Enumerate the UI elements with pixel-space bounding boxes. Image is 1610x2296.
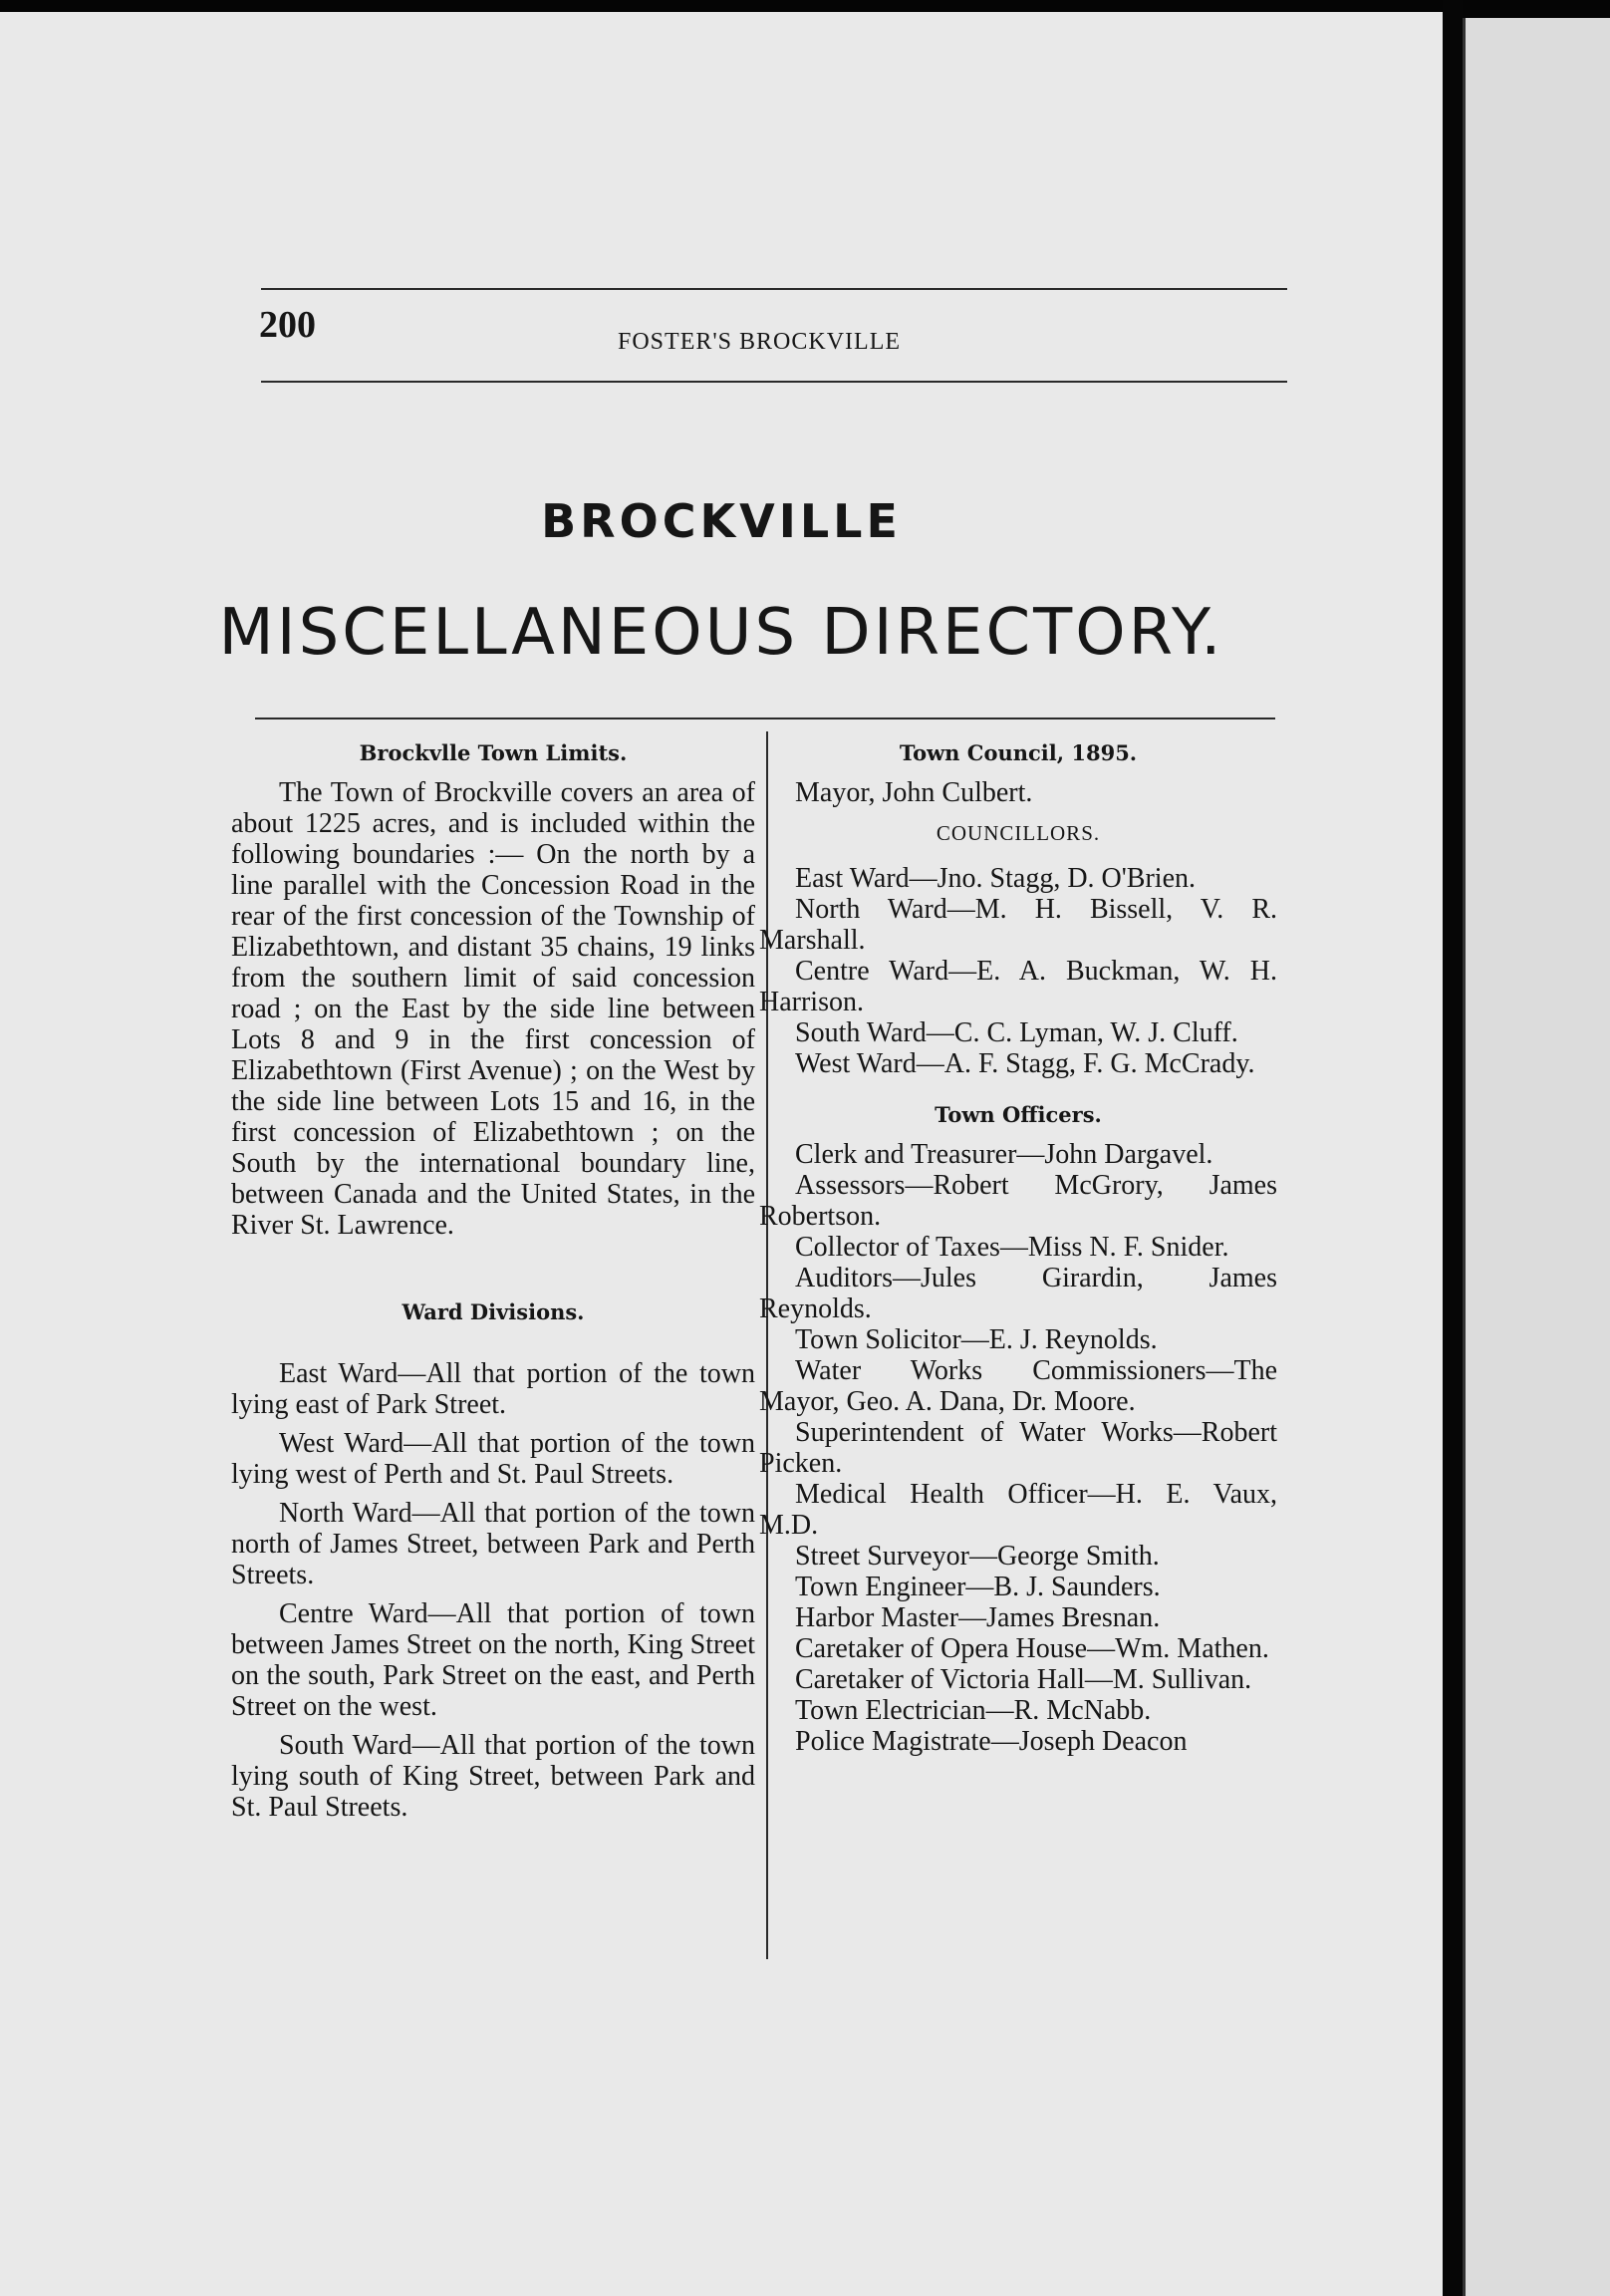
header-bottom-rule: [261, 381, 1287, 383]
councillor-entry: North Ward—M. H. Bissell, V. R. Marshall.: [759, 894, 1277, 956]
officer-entry: Town Solicitor—E. J. Reynolds.: [795, 1324, 1158, 1355]
officer-entry: Clerk and Treasurer—John Dargavel.: [795, 1139, 1213, 1170]
officer-entry: Police Magistrate—Joseph Deacon: [795, 1726, 1188, 1757]
officer-entry: Auditors—Jules Girardin, James Reynolds.: [759, 1263, 1277, 1324]
running-title: FOSTER'S BROCKVILLE: [618, 329, 902, 355]
adjacent-page-edge: [1463, 18, 1610, 2296]
page-number: 200: [259, 304, 316, 346]
ward-paragraph: South Ward—All that portion of the town lying south of King Street, between Park and St. Paul Streets.: [231, 1730, 755, 1823]
officer-entry: Street Surveyor—George Smith.: [795, 1541, 1160, 1572]
councillor-entry: West Ward—A. F. Stagg, F. G. McCrady.: [795, 1048, 1255, 1079]
officer-entry: Superintendent of Water Works—Robert Picken.: [759, 1417, 1277, 1479]
header-top-rule: [261, 288, 1287, 290]
right-column: [759, 739, 1277, 1757]
book-page: [0, 12, 1443, 2296]
ward-paragraph: Centre Ward—All that portion of town between James Street on the north, King Street on the south, Park Street on the east, and Perth Street on the west.: [231, 1598, 755, 1722]
officer-entry: Water Works Commissioners—The Mayor, Geo. A. Dana, Dr. Moore.: [759, 1355, 1277, 1417]
councillor-entry: Centre Ward—E. A. Buckman, W. H. Harrison.: [759, 956, 1277, 1017]
town-limits-heading: Brockvlle Town Limits.: [359, 740, 628, 765]
officer-entry: Medical Health Officer—H. E. Vaux, M.D.: [759, 1479, 1277, 1541]
ward-divisions-heading: Ward Divisions.: [402, 1299, 585, 1324]
directory-title-line-1: BROCKVILLE: [541, 494, 902, 548]
book-gutter: [1443, 0, 1463, 2296]
town-officers-heading: Town Officers.: [935, 1102, 1102, 1127]
officer-entry: Town Electrician—R. McNabb.: [795, 1695, 1152, 1726]
ward-paragraph: West Ward—All that portion of the town lying west of Perth and St. Paul Streets.: [231, 1428, 755, 1490]
councillor-entry: East Ward—Jno. Stagg, D. O'Brien.: [795, 863, 1197, 894]
left-column: [231, 739, 755, 1831]
directory-title-line-2: MISCELLANEOUS DIRECTORY.: [218, 596, 1224, 670]
officer-entry: Caretaker of Opera House—Wm. Mathen.: [795, 1633, 1269, 1664]
ward-paragraph: East Ward—All that portion of the town lying east of Park Street.: [231, 1358, 755, 1420]
officer-entry: Assessors—Robert McGrory, James Robertson.: [759, 1170, 1277, 1232]
officer-entry: Town Engineer—B. J. Saunders.: [795, 1572, 1161, 1602]
officer-entry: Harbor Master—James Bresnan.: [795, 1602, 1161, 1633]
ward-paragraph: North Ward—All that portion of the town north of James Street, between Park and Perth Streets.: [231, 1498, 755, 1590]
councillor-entry: South Ward—C. C. Lyman, W. J. Cluff.: [795, 1017, 1238, 1048]
mayor-entry: Mayor, John Culbert.: [795, 777, 1033, 808]
town-council-heading: Town Council, 1895.: [899, 740, 1138, 765]
officer-entry: Collector of Taxes—Miss N. F. Snider.: [795, 1232, 1229, 1263]
councillors-subheading: COUNCILLORS.: [936, 821, 1101, 845]
officer-entry: Caretaker of Victoria Hall—M. Sullivan.: [795, 1664, 1252, 1695]
title-rule: [255, 718, 1275, 719]
town-limits-text: The Town of Brockville covers an area of about 1225 acres, and is included within the following boundaries :— On the north by a line parallel with the Concession Road in the rear of the first concession of the Township of Elizabethtown, and distant 35 chains, 19 links from the southern limit of said concession road ; on the East by the side line between Lots 8 and 9 in the first concession of Elizabethtown (First Avenue) ; on the West by the side line between Lots 15 and 16, in the first concession of Elizabethtown ; on the South by the international boundary line, between Canada and the United States, in the River St. Lawrence.: [231, 777, 755, 1241]
